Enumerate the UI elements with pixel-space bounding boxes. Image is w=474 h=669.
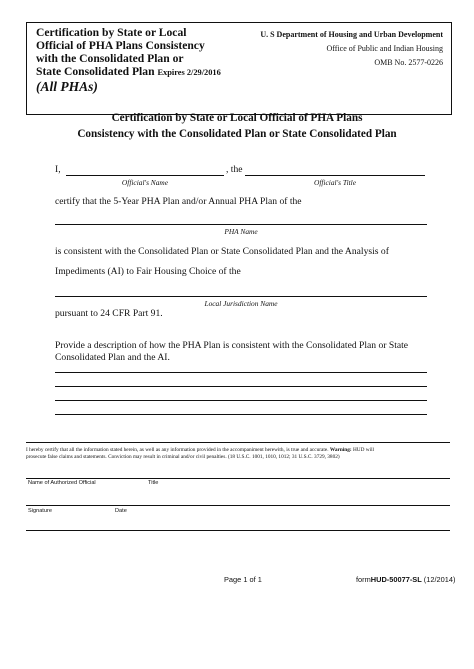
description-prompt-line2: Consolidated Plan and the AI. (55, 352, 170, 363)
impediments-text: Impediments (AI) to Fair Housing Choice of the (55, 266, 241, 277)
header-title-line1: Certification by State or Local (36, 26, 187, 39)
pha-name-field[interactable] (55, 224, 427, 225)
form-title-line2: Consistency with the Consolidated Plan or State Consolidated Plan (77, 128, 397, 140)
all-phas-label: (All PHAs) (36, 79, 98, 94)
expiration-date: Expires 2/29/2016 (157, 68, 221, 77)
warning-line1 (26, 447, 450, 454)
omb-number: OMB No. 2577-0226 (374, 58, 443, 67)
certify-text: certify that the 5-Year PHA Plan and/or Annual PHA Plan of the (55, 196, 302, 207)
description-line-4[interactable] (55, 414, 427, 415)
the-label: , the (226, 164, 243, 175)
certify-statement: I hereby certify that all the information stated herein, as well as any information provided in the accompaniment herewith, is true and accurate. (26, 447, 329, 453)
description-line-3[interactable] (55, 400, 427, 401)
header-title-line3: with the Consolidated Plan or (36, 52, 184, 65)
consistent-text: is consistent with the Consolidated Plan or State Consolidated Plan and the Analysis of (55, 246, 389, 257)
warning-statement (26, 447, 450, 461)
form-number: HUD-50077-SL (370, 575, 422, 584)
pursuant-text: pursuant to 24 CFR Part 91. (55, 308, 163, 319)
local-jurisdiction-field[interactable] (55, 296, 427, 297)
date-label: Date (115, 508, 127, 514)
officials-title-field[interactable] (245, 175, 425, 176)
form-identifier (356, 575, 455, 584)
header-agency-block (243, 28, 443, 70)
officials-name-caption: Official's Name (121, 178, 169, 187)
header-title-line4 (36, 65, 258, 79)
signature-block-bottom-rule (26, 530, 450, 531)
header-title-line4-text: State Consolidated Plan (36, 65, 155, 78)
form-title-line1: Certification by State or Local Official of PHA Plans (111, 112, 363, 124)
description-prompt-line1: Provide a description of how the PHA Plan is consistent with the Consolidated Plan or State (55, 340, 409, 351)
officials-title-caption: Official's Title (313, 178, 357, 187)
signature-block-top-rule (26, 478, 450, 479)
form-prefix: form (356, 575, 371, 584)
office-name: Office of Public and Indian Housing (326, 44, 443, 53)
form-date: (12/2014) (423, 575, 456, 584)
description-line-2[interactable] (55, 386, 427, 387)
signature-label: Signature (28, 508, 52, 514)
warning-top-rule (26, 442, 450, 443)
authorized-official-name-label: Name of Authorized Official (28, 480, 96, 486)
header-form-title (36, 26, 258, 95)
warning-hud-will: HUD will (352, 447, 375, 453)
warning-line2: prosecute false claims and statements. Conviction may result in criminal and/or civil penalties. (18 U.S.C. 1001, 1010, 1012; 31 U.S.C. 3729, 3802) (26, 454, 340, 460)
pha-name-caption: PHA Name (224, 227, 258, 236)
warning-label: Warning: (329, 447, 352, 453)
officials-name-field[interactable] (66, 175, 224, 176)
description-line-1[interactable] (55, 372, 427, 373)
agency-name: U. S Department of Housing and Urban Development (260, 30, 443, 39)
signature-block-middle-rule (26, 505, 450, 506)
official-title-label: Title (148, 480, 159, 486)
local-jurisdiction-caption: Local Jurisdiction Name (204, 299, 278, 308)
header-title-line2: Official of PHA Plans Consistency (36, 39, 205, 52)
page-number: Page 1 of 1 (224, 575, 262, 584)
i-label: I, (55, 164, 61, 175)
